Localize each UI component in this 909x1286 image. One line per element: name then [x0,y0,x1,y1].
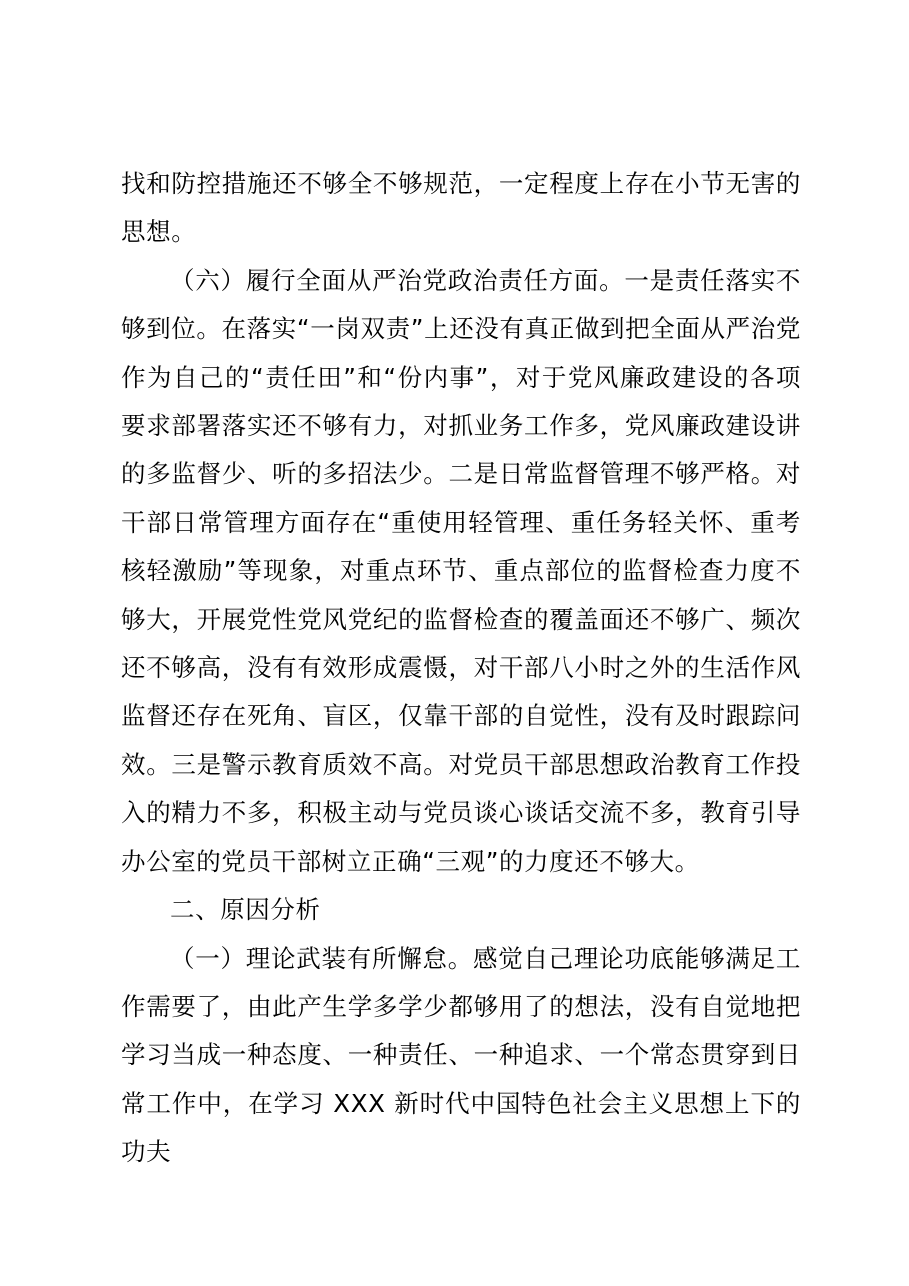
section-heading-cause-analysis: 二、原因分析 [170,895,321,925]
paragraph-continuation: 找和防控措施还不够全不够规范，一定程度上存在小节无害的思想。 [121,169,801,247]
document-body [121,160,801,1177]
paragraph-section-one: （一）理论武装有所懈怠。感觉自己理论功底能够满足工作需要了，由此产生学多学少都够用了的想法，没有自觉地把学习当成一种态度、一种责任、一种追求、一个常态贯穿到日常工作中，在学习 XXX 新时代中国特色社会主义思想上下的功夫 [121,943,801,1167]
paragraph-section-six: （六）履行全面从严治党政治责任方面。一是责任落实不够到位。在落实“一岗双责”上还没有真正做到把全面从严治党作为自己的“责任田”和“份内事”，对于党风廉政建设的各项要求部署落实还不够有力，对抓业务工作多，党风廉政建设讲的多监督少、听的多招法少。二是日常监督管理不够严格。对干部日常管理方面存在“重使用轻管理、重任务轻关怀、重考核轻激励”等现象，对重点环节、重点部位的监督检查力度不够大，开展党性党风党纪的监督检查的覆盖面还不够广、频次还不够高，没有有效形成震慑，对干部八小时之外的生活作风监督还存在死角、盲区，仅靠干部的自觉性，没有及时跟踪问效。三是警示教育质效不高。对党员干部思想政治教育工作投入的精力不多，积极主动与党员谈心谈话交流不多，教育引导办公室的党员干部树立正确“三观”的力度还不够大。 [121,265,801,876]
